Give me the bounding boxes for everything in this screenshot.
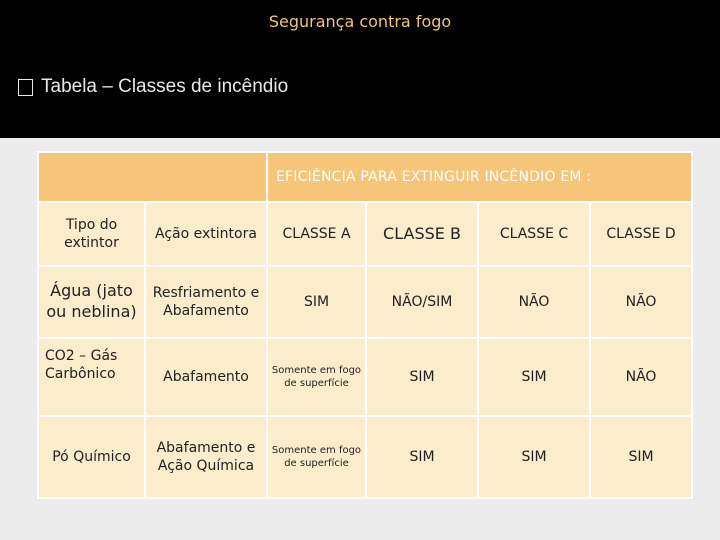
table-row [39, 267, 691, 337]
cell-classe-c: SIM [479, 417, 589, 497]
cell-classe-b: SIM [367, 339, 477, 415]
bullet-text: Tabela – Classes de incêndio [41, 76, 289, 97]
col-header-classe-c: CLASSE C [479, 203, 589, 265]
cell-classe-a: SIM [268, 267, 365, 337]
cell-classe-b: NÃO/SIM [367, 267, 477, 337]
slide-title: Segurança contra fogo [268, 12, 452, 31]
col-header-classe-a: CLASSE A [268, 203, 365, 265]
col-header-classe-d: CLASSE D [591, 203, 691, 265]
col-header-tipo: Tipo do extintor [39, 203, 144, 265]
cell-classe-c: SIM [479, 339, 589, 415]
cell-tipo: Água (jato ou neblina) [39, 267, 144, 337]
efficiency-band-label: EFICIÊNCIA PARA EXTINGUIR INCÊNDIO EM : [268, 153, 691, 201]
cell-classe-d: NÃO [591, 267, 691, 337]
cell-tipo: CO2 – Gás Carbônico [39, 339, 144, 415]
cell-classe-a: Somente em fogo de superfície [268, 417, 365, 497]
table-row [39, 339, 691, 415]
cell-classe-d: SIM [591, 417, 691, 497]
table-band-row [39, 153, 691, 201]
cell-tipo: Pó Químico [39, 417, 144, 497]
cell-acao: Abafamento e Ação Química [146, 417, 266, 497]
col-header-acao: Ação extintora [146, 203, 266, 265]
column-header-row [39, 203, 691, 265]
fire-class-table [37, 151, 693, 499]
cell-acao: Resfriamento e Abafamento [146, 267, 266, 337]
cell-classe-d: NÃO [591, 339, 691, 415]
cell-acao: Abafamento [146, 339, 266, 415]
slide-header [0, 0, 720, 138]
table-row [39, 417, 691, 497]
cell-classe-c: NÃO [479, 267, 589, 337]
cell-classe-a: Somente em fogo de superfície [268, 339, 365, 415]
bullet-item [18, 76, 288, 98]
cell-classe-b: SIM [367, 417, 477, 497]
band-empty-cell [39, 153, 266, 201]
bullet-square-icon [18, 79, 33, 96]
col-header-classe-b: CLASSE B [367, 203, 477, 265]
